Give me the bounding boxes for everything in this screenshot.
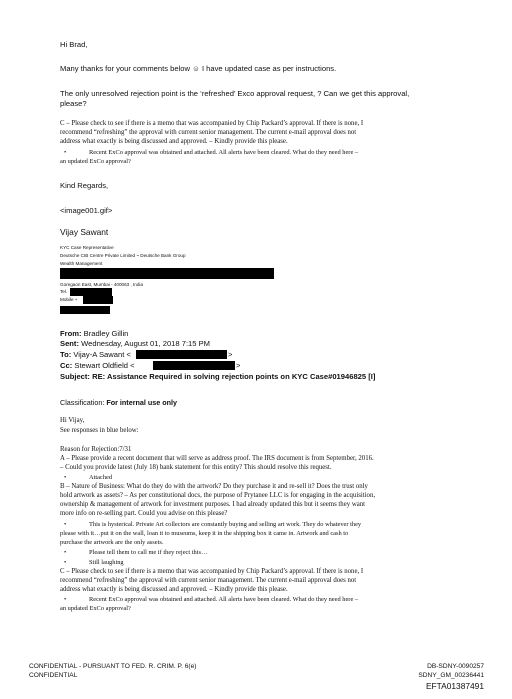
footer-bates-sdny: SDNY_GM_00236441 [418, 672, 484, 679]
subject-value: RE: Assistance Required in solving rejection points on KYC Case#01946825 [I] [92, 372, 376, 381]
point-c-line1: C – Please check to see if there is a memo that was accompanied by Chip Packard’s approval. If there is none, I [60, 120, 364, 127]
point-b-bullet3: • Still laughing [89, 559, 124, 568]
cc-value: Stewart Oldfield < [74, 361, 135, 370]
classification-value: For internal use only [106, 398, 178, 407]
footer-bates-db: DB-SDNY-0090257 [427, 663, 484, 670]
point-b-bullet1: • This is hysterical. Private Art collectors are constantly buying and selling art work. They do whatever they [89, 521, 361, 530]
signature-mobile-label: Mobile + [60, 297, 78, 302]
to-value: Vijay-A Sawant < [73, 350, 131, 359]
point-c2-bullet: • Recent ExCo approval was obtained and attached. All alerts have been cleared. What do they need here – [89, 596, 358, 605]
paragraph-thanks: Many thanks for your comments below ☺ I have updated case as per instructions. [60, 64, 337, 73]
cc-end: > [236, 361, 241, 370]
redaction-block [153, 361, 235, 370]
redaction-block [83, 296, 113, 304]
point-c2-line2: recommend “refreshing” the approval with current senior management. The current e-mail approval does not [60, 577, 357, 584]
greeting: Hi Brad, [60, 40, 88, 49]
image-placeholder: <image001.gif> [60, 206, 113, 215]
subject-label: Subject: [60, 372, 90, 381]
signature-title: KYC Case Representative [60, 245, 114, 250]
from-label: From: [60, 329, 82, 338]
footer-confidential-line2: CONFIDENTIAL [29, 672, 78, 679]
signature-name: Vijay Sawant [60, 227, 109, 237]
to-end: > [228, 350, 233, 359]
redaction-block [136, 350, 227, 359]
point-b-bullet2: • Please tell them to call me if they reject this… [89, 549, 207, 558]
point-c-bullet: • Recent ExCo approval was obtained and attached. All alerts have been cleared. What do they need here – [89, 149, 358, 158]
to-label: To: [60, 350, 72, 359]
header-sent [60, 339, 210, 349]
header-cc [60, 361, 135, 371]
redaction-block [60, 306, 110, 314]
classification-label: Classification: [60, 398, 105, 407]
reason-heading: Reason for Rejection:7/31 [60, 446, 132, 453]
point-c-line3: address what exactly is being discussed and approved. – Kindly provide this please. [60, 138, 288, 145]
paragraph-unresolved-line2: please? [60, 99, 87, 108]
signature-tel-label: Tel. [60, 289, 68, 294]
point-c2-bullet-cont: an updated ExCo approval? [60, 605, 131, 612]
point-b-bullet1-cont2: purchase the artwork are the only assets. [60, 539, 164, 546]
point-a-line2: – Could you provide latest (July 18) bank statement for this entity? This should resolve this request. [60, 464, 332, 471]
point-b-bullet1-cont1: please with it…put it on the wall, loan it to museums, keep it in the shipping box it came in. Artwork and cash to [60, 530, 349, 537]
paragraph-unresolved-line1: The only unresolved rejection point is the ‘refreshed’ Exco approval request, ? Can we get this approval, [60, 89, 410, 98]
closing: Kind Regards, [60, 181, 109, 190]
point-c-line2: recommend “refreshing” the approval with current senior management. The current e-mail approval does not [60, 129, 357, 136]
from-value: Bradley Gillin [83, 329, 129, 338]
point-a-line1: A – Please provide a recent document that will serve as address proof. The IRS document is from September, 2016. [60, 455, 374, 462]
signature-address: Goregaon East, Mumbai - 400063 , India [60, 282, 143, 287]
point-b-line1: B – Nature of Business: What do they do with the artwork? Do they purchase it and re-sell it? Does the trust only [60, 483, 368, 490]
footer-bates-efta: EFTA01387491 [425, 681, 484, 691]
classification [60, 398, 177, 407]
point-c2-line1: C – Please check to see if there is a memo that was accompanied by Chip Packard’s approval. If there is none, I [60, 568, 364, 575]
header-from [60, 329, 128, 339]
signature-division: Wealth Management [60, 261, 103, 266]
point-b-line2: hold artwork as assets? – As per constitutional docs, the purpose of Prytanee LLC is for engaging in the acquisition, [60, 492, 376, 499]
signature-company: Deutsche CIB Centre Private Limited ~ Deutsche Bank Group [60, 253, 186, 258]
body-intro: See responses in blue below: [60, 427, 139, 434]
point-c2-line3: address what exactly is being discussed and approved. – Kindly provide this please. [60, 586, 288, 593]
point-a-bullet: • Attached [89, 474, 112, 483]
body-greeting: Hi Vijay, [60, 417, 85, 424]
sent-label: Sent: [60, 339, 79, 348]
footer-confidential-line1: CONFIDENTIAL - PURSUANT TO FED. R. CRIM. P. 6(e) [29, 663, 197, 670]
sent-value: Wednesday, August 01, 2018 7:15 PM [81, 339, 211, 348]
header-to [60, 350, 131, 360]
header-subject [60, 372, 375, 382]
point-b-line3: ownership & management of artwork for investment purposes. I had already updated this but it seems they want [60, 501, 366, 508]
point-b-line4: more info on re-selling part. Could you advise on this please? [60, 510, 228, 517]
redaction-block [70, 288, 112, 296]
redaction-block [60, 268, 274, 279]
point-c-bullet-cont: an updated ExCo approval? [60, 158, 131, 165]
cc-label: Cc: [60, 361, 73, 370]
